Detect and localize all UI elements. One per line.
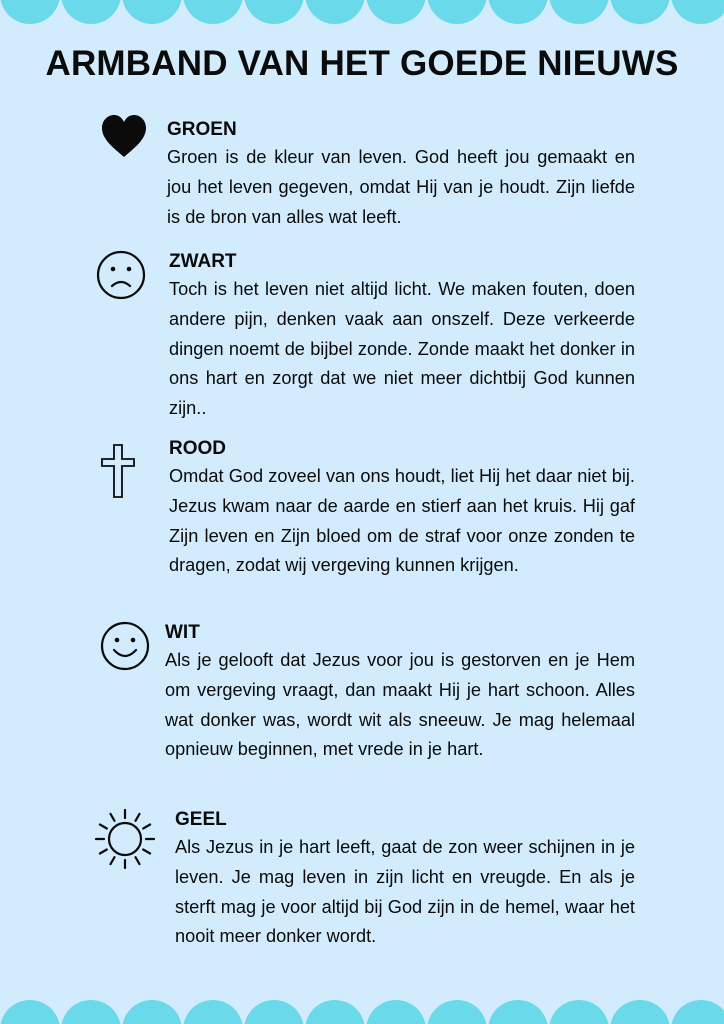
scallop <box>61 1000 121 1024</box>
smiley-face-icon <box>99 620 151 677</box>
section-rood <box>169 436 635 581</box>
section-text: Als Jezus in je hart leeft, gaat de zon weer schijnen in je leven. Je mag leven in zijn licht en vreugde. En als je sterft mag je voor altijd bij God zijn in de hemel, waar het nooit meer donker wordt. <box>175 837 635 947</box>
scallop <box>366 0 426 24</box>
scallop <box>0 1000 60 1024</box>
scallop <box>0 0 60 24</box>
sad-face-icon <box>95 249 147 306</box>
sun-ray <box>136 857 140 864</box>
scallop <box>183 0 243 24</box>
section-zwart <box>169 249 635 424</box>
section-text: Groen is de kleur van leven. God heeft jou gemaakt en jou het leven gegeven, omdat Hij van je houdt. Zijn liefde is de bron van alles wat leeft. <box>167 147 635 227</box>
sun-ray <box>143 825 150 829</box>
scallop <box>671 1000 724 1024</box>
scallop <box>305 0 365 24</box>
sun-ray <box>136 814 140 821</box>
sun-ray <box>100 825 107 829</box>
scallop <box>244 1000 304 1024</box>
section-text: Omdat God zoveel van ons houdt, liet Hij het daar niet bij. Jezus kwam naar de aarde en stierf aan het kruis. Hij gaf Zijn leven en Zijn bloed om de straf voor onze zonden te dragen, zodat wij vergeving kunnen krijgen. <box>169 466 635 576</box>
sun-ray <box>111 814 115 821</box>
sun-ray <box>143 850 150 854</box>
section-groen <box>167 117 635 232</box>
sun-ray <box>111 857 115 864</box>
scallop <box>183 1000 243 1024</box>
section-heading: ROOD <box>169 438 226 459</box>
scallop <box>244 0 304 24</box>
scallop <box>671 0 724 24</box>
heart-icon <box>101 115 147 164</box>
section-geel <box>175 807 635 952</box>
cross-icon <box>101 444 135 503</box>
section-heading: GROEN <box>167 119 237 140</box>
scallop <box>610 0 670 24</box>
bottom-scallop-border <box>0 992 724 1024</box>
page-title: ARMBAND VAN HET GOEDE NIEUWS <box>45 44 679 83</box>
scallop <box>488 0 548 24</box>
section-heading: GEEL <box>175 809 227 830</box>
section-heading: WIT <box>165 622 200 643</box>
scallop <box>549 1000 609 1024</box>
scallop <box>61 0 121 24</box>
scallop <box>427 1000 487 1024</box>
scallop <box>610 1000 670 1024</box>
scallop <box>488 1000 548 1024</box>
section-wit <box>165 620 635 765</box>
scallop <box>122 0 182 24</box>
scallop <box>122 1000 182 1024</box>
section-heading: ZWART <box>169 251 237 272</box>
section-text: Toch is het leven niet altijd licht. We maken fouten, doen andere pijn, denken vaak aan onszelf. Deze verkeerde dingen noemt de bijbel zonde. Zonde maakt het donker in ons hart en zorgt dat we niet meer dichtbij God kunnen zijn.. <box>169 279 635 419</box>
scallop <box>427 0 487 24</box>
scallop <box>366 1000 426 1024</box>
section-text: Als je gelooft dat Jezus voor jou is gestorven en je Hem om vergeving vraagt, dan maakt Hij je hart schoon. Alles wat donker was, wordt wit als sneeuw. Je mag helemaal opnieuw beginnen, met vrede in je hart. <box>165 650 635 760</box>
scallop <box>305 1000 365 1024</box>
sun-ray <box>100 850 107 854</box>
scallop <box>549 0 609 24</box>
top-scallop-border <box>0 0 724 32</box>
sun-icon <box>93 807 157 876</box>
